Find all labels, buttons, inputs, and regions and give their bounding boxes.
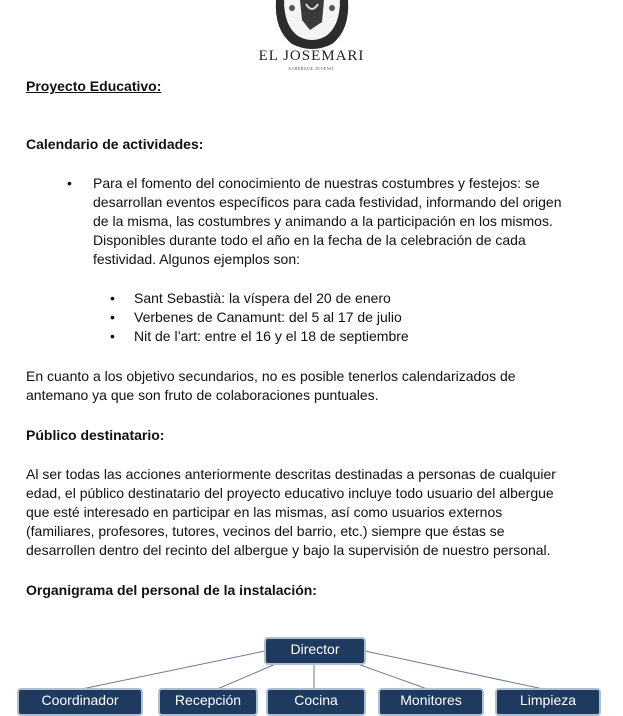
publico-line: (familiares, profesores, tutores, vecinos del barrio, etc.) siempre que éstas se: [26, 523, 505, 539]
org-node-cocina: Cocina: [266, 688, 366, 716]
section-title-organigrama: Organigrama del personal de la instalación:: [26, 582, 317, 598]
calendar-example: Verbenes de Canamunt: del 5 al 17 de julio: [134, 309, 402, 325]
calendar-example: Nit de l’art: entre el 16 y el 18 de septiembre: [134, 328, 409, 344]
org-node-limpieza: Limpieza: [495, 688, 601, 716]
bullet-icon: •: [110, 290, 115, 306]
calendar-intro-line: Disponibles durante todo el año en la fecha de la celebración de cada: [93, 232, 526, 248]
bullet-icon: •: [67, 175, 72, 191]
logo-name: EL JOSEMARI: [258, 48, 365, 64]
bullet-icon: •: [110, 328, 115, 344]
section-title-publico: Público destinatario:: [26, 427, 165, 443]
org-node-recepcion: Recepción: [158, 688, 258, 716]
calendar-intro-line: festividad. Algunos ejemplos son:: [93, 251, 301, 267]
publico-line: Al ser todas las acciones anteriormente descritas destinadas a personas de cualquier: [26, 466, 556, 482]
section-title-calendario: Calendario de actividades:: [26, 136, 204, 152]
calendar-secondary-line: antemano ya que son fruto de colaboraciones puntuales.: [26, 387, 379, 403]
calendar-intro-line: desarrollan eventos específicos para cada festividad, informando del origen: [93, 194, 562, 210]
org-node-coordinador: Coordinador: [17, 688, 143, 716]
calendar-example: Sant Sebastià: la víspera del 20 de enero: [134, 290, 391, 306]
publico-line: desarrollen dentro del recinto del albergue y bajo la supervisión de nuestro personal.: [26, 542, 551, 558]
publico-line: edad, el público destinatario del proyecto educativo incluye todo usuario del albergue: [26, 485, 554, 501]
calendar-intro-line: Para el fomento del conocimiento de nuestras costumbres y festejos: se: [93, 175, 540, 191]
org-node-director: Director: [264, 637, 366, 665]
org-node-monitores: Monitores: [378, 688, 484, 716]
publico-line: que esté interesado en participar en las mismas, así como usuarios externos: [26, 504, 503, 520]
calendar-intro-line: de la misma, las costumbres y animando a la participación en los mismos.: [93, 213, 553, 229]
calendar-secondary-line: En cuanto a los objetivo secundarios, no es posible tenerlos calendarizados de: [26, 368, 516, 384]
section-title-proyecto: Proyecto Educativo:: [26, 78, 162, 94]
bullet-icon: •: [110, 309, 115, 325]
logo-subtitle: ALBERGUE JUVENIL: [288, 66, 335, 71]
